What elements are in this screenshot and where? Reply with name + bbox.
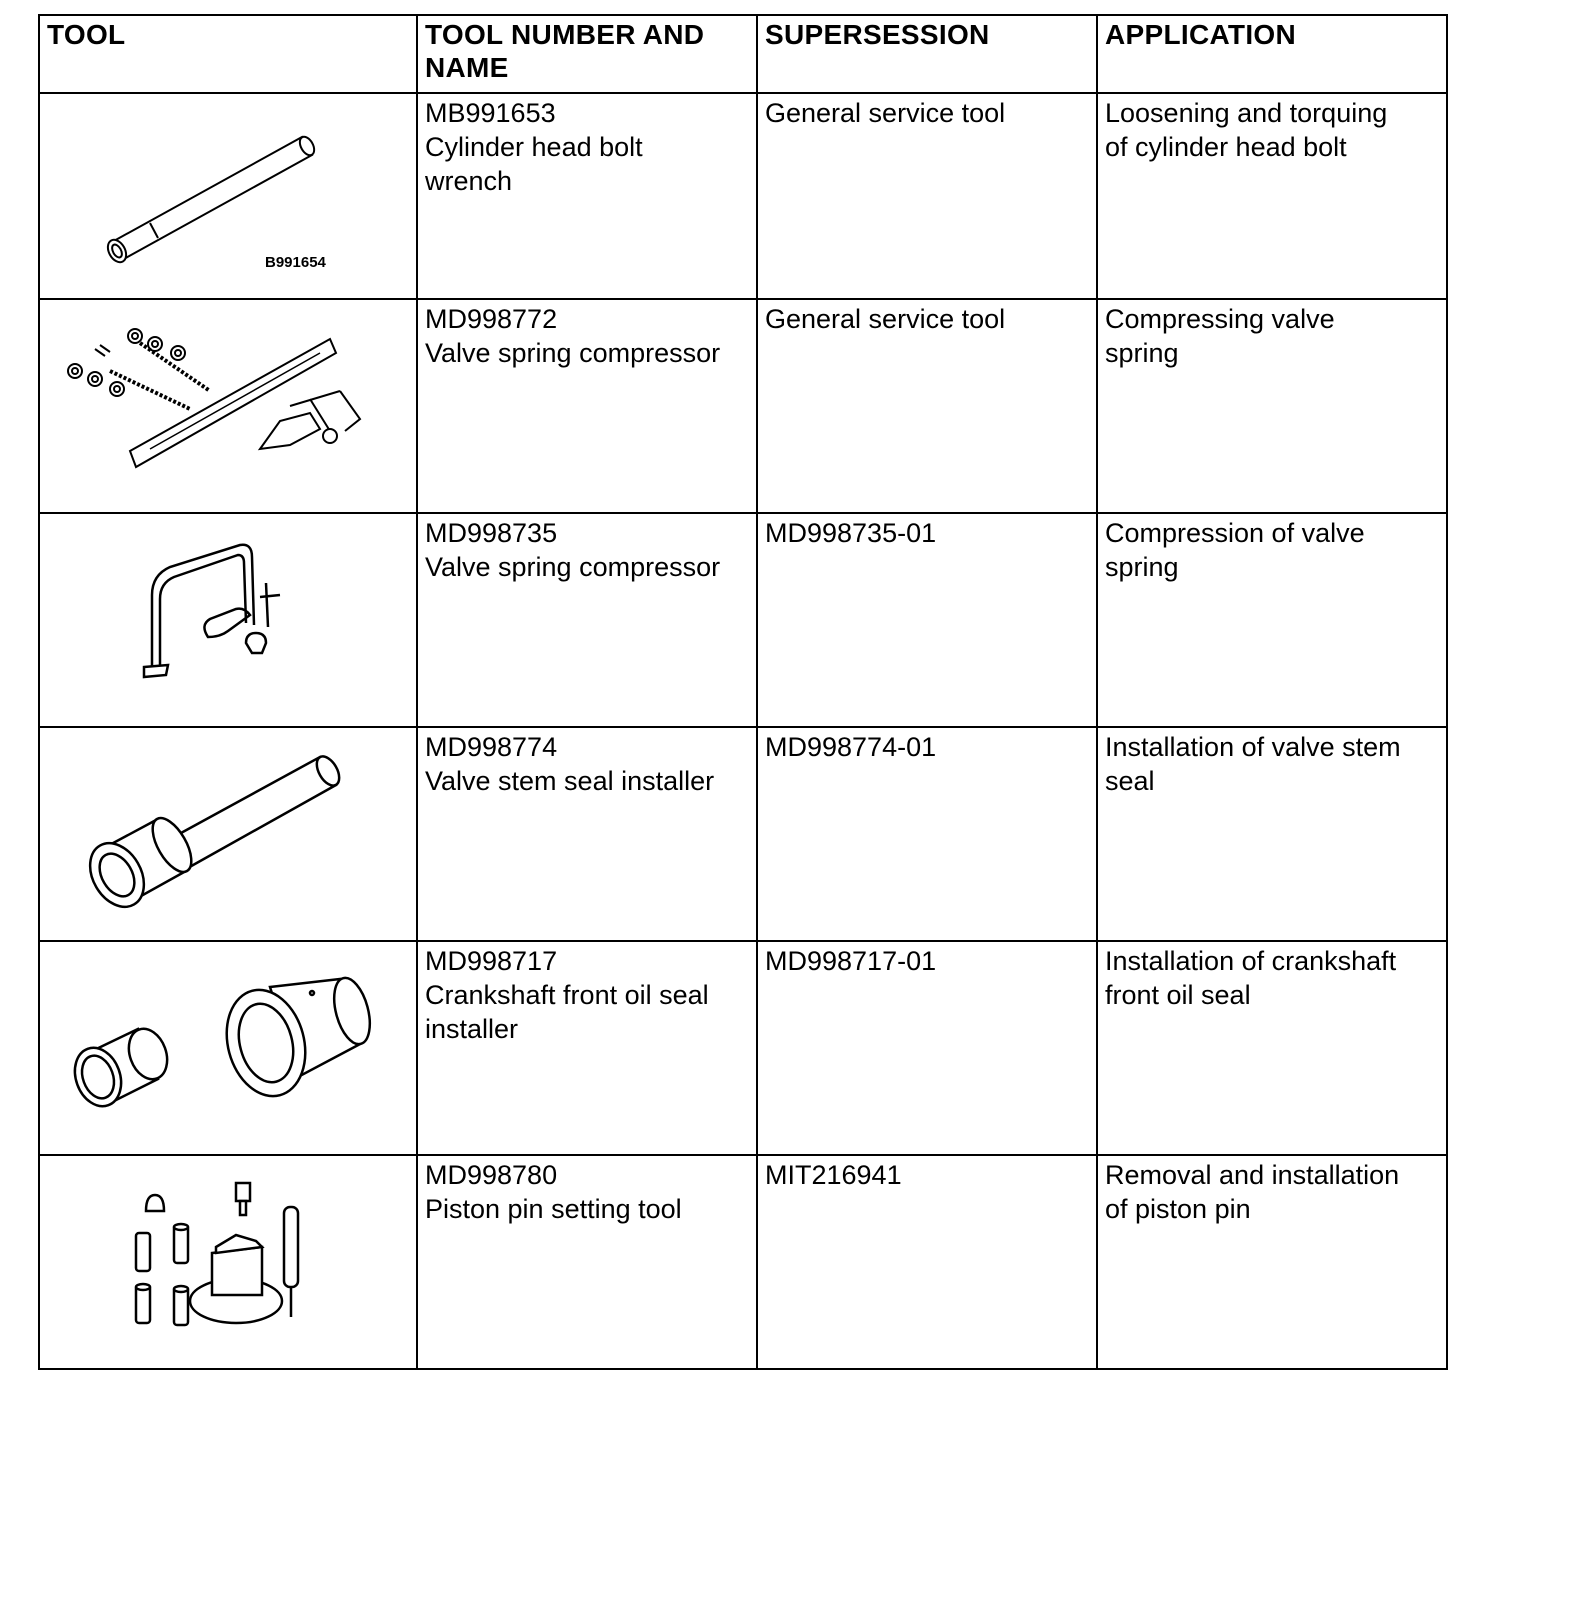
crankshaft-oil-seal-installer-icon xyxy=(40,942,418,1154)
application-line: spring xyxy=(1105,338,1179,368)
valve-stem-seal-installer-icon xyxy=(40,728,418,940)
tool-image-cell xyxy=(39,299,417,513)
application-line: front oil seal xyxy=(1105,980,1251,1010)
application-line: of piston pin xyxy=(1105,1194,1251,1224)
valve-spring-compressor-kit-icon xyxy=(40,300,418,512)
application-cell xyxy=(1097,513,1447,727)
supersession-cell: General service tool xyxy=(757,299,1097,513)
application-cell xyxy=(1097,93,1447,299)
application-line: Compression of valve xyxy=(1105,518,1365,548)
application-line: Installation of valve stem xyxy=(1105,732,1401,762)
tool-name-line: Piston pin setting tool xyxy=(425,1194,682,1224)
special-tools-table xyxy=(38,14,1448,1370)
application-cell xyxy=(1097,1155,1447,1369)
tool-name-line: Valve spring compressor xyxy=(425,338,721,368)
table-header-row xyxy=(39,15,1447,93)
header-supersession: SUPERSESSION xyxy=(757,15,1097,93)
table-row xyxy=(39,941,1447,1155)
table-row xyxy=(39,1155,1447,1369)
tool-image-cell xyxy=(39,941,417,1155)
table-row xyxy=(39,727,1447,941)
supersession-cell: MD998717-01 xyxy=(757,941,1097,1155)
application-line: Loosening and torquing xyxy=(1105,98,1388,128)
tool-name-line: wrench xyxy=(425,166,513,196)
tool-name-line: Crankshaft front oil seal xyxy=(425,980,709,1010)
header-tool-number-line2: NAME xyxy=(425,52,509,83)
tool-number-name-cell xyxy=(417,513,757,727)
tool-number: MD998780 xyxy=(425,1160,558,1190)
supersession-cell: MD998735-01 xyxy=(757,513,1097,727)
application-line: Removal and installation xyxy=(1105,1160,1400,1190)
table-row xyxy=(39,513,1447,727)
application-cell xyxy=(1097,299,1447,513)
application-cell xyxy=(1097,941,1447,1155)
tool-image-label: B991654 xyxy=(265,254,326,271)
application-line: seal xyxy=(1105,766,1155,796)
tool-name-line: installer xyxy=(425,1014,519,1044)
supersession-cell: MIT216941 xyxy=(757,1155,1097,1369)
table-row xyxy=(39,299,1447,513)
tool-image-cell xyxy=(39,93,417,299)
header-tool: TOOL xyxy=(39,15,417,93)
tool-number: MD998772 xyxy=(425,304,558,334)
tool-name-line: Valve spring compressor xyxy=(425,552,721,582)
tool-name-line: Cylinder head bolt xyxy=(425,132,643,162)
piston-pin-setting-tool-icon xyxy=(40,1156,418,1368)
header-application: APPLICATION xyxy=(1097,15,1447,93)
table-row xyxy=(39,93,1447,299)
tool-number: MD998735 xyxy=(425,518,558,548)
supersession-cell: MD998774-01 xyxy=(757,727,1097,941)
tool-image-cell xyxy=(39,513,417,727)
tool-image-cell xyxy=(39,727,417,941)
application-line: Compressing valve xyxy=(1105,304,1335,334)
tool-number-name-cell xyxy=(417,1155,757,1369)
tool-number-name-cell xyxy=(417,941,757,1155)
header-tool-number-line1: TOOL NUMBER AND xyxy=(425,19,705,50)
cylinder-head-bolt-wrench-icon xyxy=(40,94,418,298)
application-cell xyxy=(1097,727,1447,941)
supersession-cell: General service tool xyxy=(757,93,1097,299)
application-line: Installation of crankshaft xyxy=(1105,946,1397,976)
tool-number-name-cell xyxy=(417,299,757,513)
tool-number-name-cell xyxy=(417,727,757,941)
tool-number: MD998717 xyxy=(425,946,558,976)
tool-image-cell xyxy=(39,1155,417,1369)
header-tool-number-and-name xyxy=(417,15,757,93)
valve-spring-compressor-clamp-icon xyxy=(40,514,418,726)
tool-number-name-cell xyxy=(417,93,757,299)
tool-name-line: Valve stem seal installer xyxy=(425,766,715,796)
tool-number: MD998774 xyxy=(425,732,558,762)
application-line: spring xyxy=(1105,552,1179,582)
tool-number: MB991653 xyxy=(425,98,556,128)
application-line: of cylinder head bolt xyxy=(1105,132,1347,162)
